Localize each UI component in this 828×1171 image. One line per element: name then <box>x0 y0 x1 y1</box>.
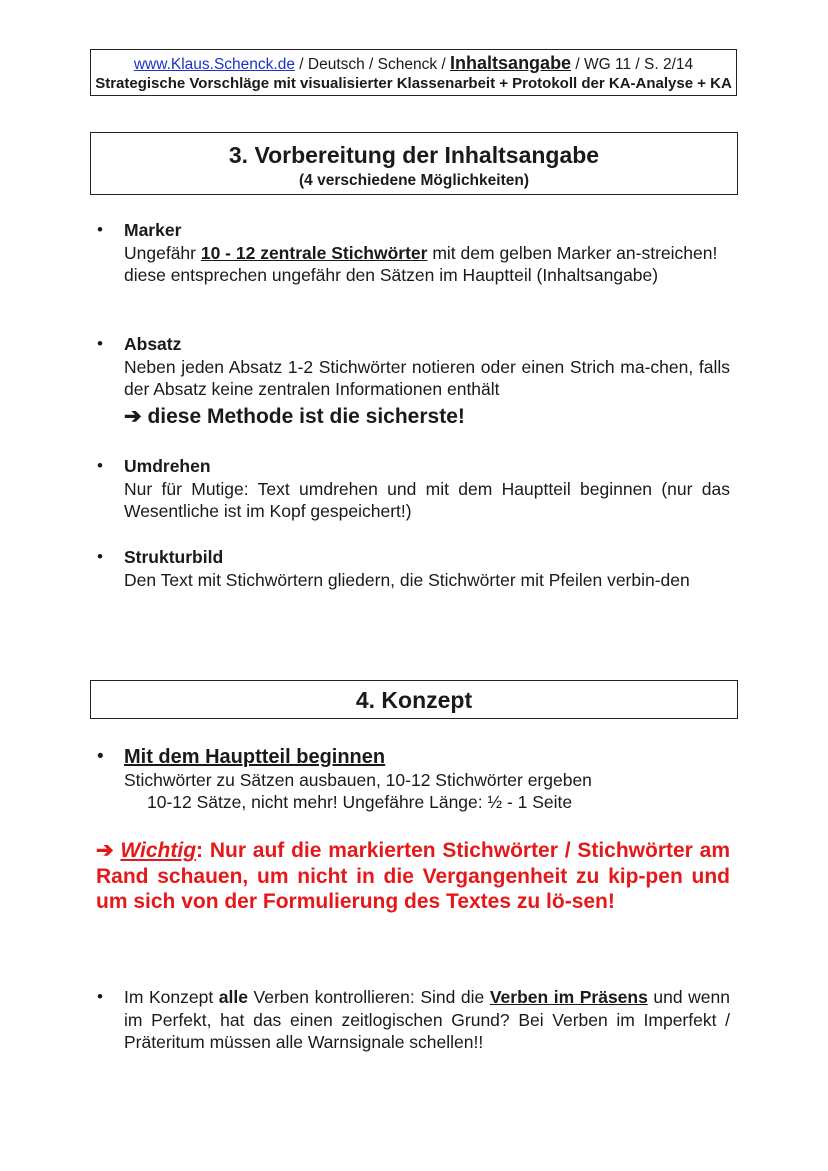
header-subtitle: Strategische Vorschläge mit visualisierter Klassenarbeit + Protokoll der KA-Analyse + KA <box>95 75 732 92</box>
section3-title: 3. Vorbereitung der Inhaltsangabe <box>228 142 600 168</box>
list-item-umdrehen <box>97 455 730 523</box>
verben-text-end: und wenn im Perfekt, hat das einen zeitlogischen Grund? Bei Verben im Imperfekt / Präteritum müssen alle Warnsignale schellen!! <box>124 987 730 1052</box>
bullet-icon: • <box>97 547 103 566</box>
umdrehen-heading: Umdrehen <box>124 456 211 476</box>
bullet-icon: • <box>97 987 103 1006</box>
strukturbild-text: Den Text mit Stichwörtern gliedern, die Stichwörter mit Pfeilen verbin-den <box>124 569 690 590</box>
list-item-absatz <box>97 333 730 401</box>
header-page: / WG 11 / S. 2/14 <box>571 56 694 73</box>
marker-text: Ungefähr <box>124 242 201 263</box>
section4-title: 4. Konzept <box>355 687 473 713</box>
marker-line2: diese entsprechen ungefähr den Sätzen im Hauptteil (Inhaltsangabe) <box>124 265 659 285</box>
header-path: / Deutsch / Schenck / <box>294 56 451 73</box>
important-text: : Nur auf die markierten Stichwörter / Stichwörter am Rand schauen, um nicht in die Vergangenheit zu kip-pen und um sich von der Formulierung des Textes zu lö-sen! <box>96 839 730 913</box>
absatz-heading: Absatz <box>124 334 182 354</box>
arrow-icon: ➔ <box>96 839 114 862</box>
absatz-note-text: diese Methode ist die sicherste! <box>147 405 465 428</box>
verben-text-mid: Verben kontrollieren: Sind die <box>247 987 490 1007</box>
bullet-icon: • <box>97 456 103 475</box>
website-link[interactable]: www.Klaus.Schenck.de <box>133 56 295 73</box>
bullet-icon: • <box>97 746 104 767</box>
section4-title-box <box>90 680 738 719</box>
important-note <box>96 838 730 915</box>
umdrehen-text: Nur für Mutige: Text umdrehen und mit dem Hauptteil beginnen (nur das Wesentliche ist im Kopf gespeichert!) <box>124 478 730 521</box>
hauptteil-heading: Mit dem Hauptteil beginnen <box>124 746 386 768</box>
strukturbild-heading: Strukturbild <box>124 547 224 567</box>
absatz-text: Neben jeden Absatz 1-2 Stichwörter notieren oder einen Strich ma-chen, falls der Absatz keine zentralen Informationen enthält <box>124 356 730 399</box>
hauptteil-line1: Stichwörter zu Sätzen ausbauen, 10-12 Stichwörter ergeben <box>124 769 592 790</box>
important-label: Wichtig <box>120 839 197 862</box>
verben-emphasis: Verben im Präsens <box>489 987 648 1007</box>
list-item-marker <box>97 219 730 287</box>
header-topic: Inhaltsangabe <box>450 53 572 73</box>
section3-title-box <box>90 132 738 195</box>
bullet-icon: • <box>97 334 103 353</box>
list-item-hauptteil <box>97 746 730 814</box>
list-item-strukturbild <box>97 546 730 591</box>
list-item-verben <box>97 986 730 1054</box>
verben-bold: alle <box>218 987 248 1007</box>
verben-text: Im Konzept <box>124 987 219 1007</box>
header-line <box>91 54 736 74</box>
section3-subtitle: (4 verschiedene Möglichkeiten) <box>299 172 529 189</box>
marker-heading: Marker <box>124 220 182 240</box>
arrow-icon: ➔ <box>124 405 142 428</box>
page-header <box>90 49 737 96</box>
marker-text-end: mit dem gelben Marker an-streichen! <box>427 242 718 263</box>
hauptteil-line2: 10-12 Sätze, nicht mehr! Ungefähre Länge: ½ - 1 Seite <box>147 792 573 812</box>
absatz-note <box>124 404 465 429</box>
bullet-icon: • <box>97 220 103 239</box>
marker-emphasis: 10 - 12 zentrale Stichwörter <box>200 242 428 263</box>
